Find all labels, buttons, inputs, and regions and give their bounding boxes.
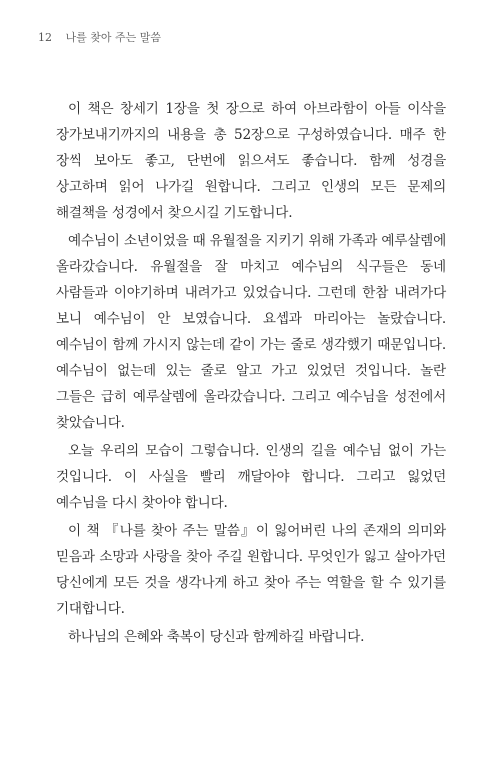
body-text — [56, 96, 446, 652]
running-header — [38, 29, 161, 45]
paragraph-purpose: 이 책 『나를 찾아 주는 말씀』이 잃어버린 나의 존재의 의미와 믿음과 소망과 사랑을 찾아 주길 원합니다. 무엇인가 잃고 살아가던 당신에게 모든 것을 생각나게 하고 찾아 주는 역할을 할 수 있기를 기대합니다. — [56, 523, 446, 617]
page-number: 12 — [38, 31, 52, 44]
book-title: 나를 찾아 주는 말씀 — [65, 31, 161, 44]
paragraph-story: 예수님이 소년이었을 때 유월절을 지키기 위해 가족과 예루살렘에 올라갔습니다. 유월절을 잘 마치고 예수님의 식구들은 동네 사람들과 이야기하며 내려가고 있었습니다. 그런데 한참 내려가다 보니 예수님이 안 보였습니다. 요셉과 마리아는 놀랐습니다. 예수님이 함께 가시지 않는데 같이 가는 줄로 생각했기 때문입니다. 예수님이 없는데 있는 줄로 알고 가고 있었던 것입니다. 놀란 그들은 급히 예루살렘에 올라갔습니다. 그리고 예수님을 성전에서 찾았습니다. — [56, 233, 446, 431]
paragraph-intro: 이 책은 창세기 1장을 첫 장으로 하여 아브라함이 아들 이삭을 장가보내기까지의 내용을 총 52장으로 구성하였습니다. 매주 한 장씩 보아도 좋고, 단번에 읽으셔도 좋습니다. 함께 성경을 상고하며 읽어 나가길 원합니다. 그리고 인생의 모든 문제의 해결책을 성경에서 찾으시길 기도합니다. — [56, 101, 446, 221]
paragraph-blessing: 하나님의 은혜와 축복이 당신과 함께하길 바랍니다. — [68, 629, 365, 645]
paragraph-today: 오늘 우리의 모습이 그렇습니다. 인생의 길을 예수님 없이 가는 것입니다. 이 사실을 빨리 깨달아야 합니다. 그리고 잃었던 예수님을 다시 찾아야 합니다. — [56, 443, 446, 511]
